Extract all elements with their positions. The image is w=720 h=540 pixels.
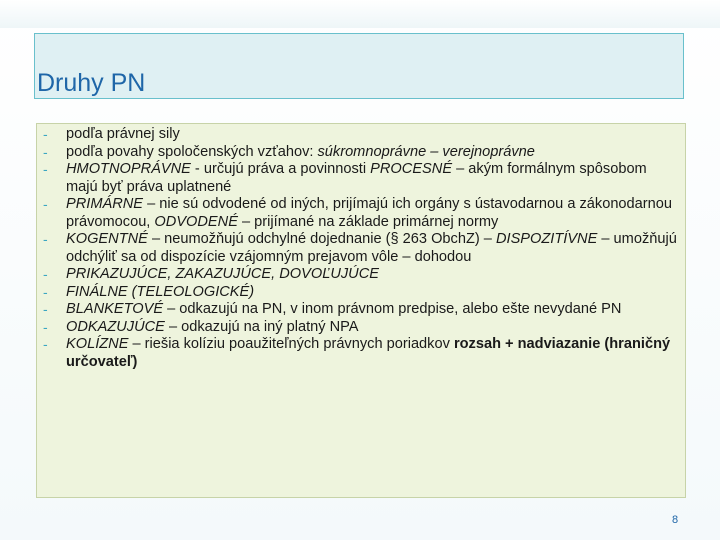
bullet-dash-icon: - bbox=[43, 231, 48, 247]
list-item bbox=[37, 319, 677, 337]
bullet-list bbox=[37, 126, 677, 371]
bullet-dash-icon: - bbox=[43, 143, 48, 160]
list-item bbox=[37, 301, 677, 319]
list-item-text: – neumožňujú odchylné dojednanie (§ 263 ObchZ) – bbox=[147, 231, 496, 247]
list-item-text: PROCESNÉ bbox=[370, 161, 453, 177]
bullet-dash-icon: - bbox=[43, 283, 48, 300]
list-item bbox=[37, 126, 677, 144]
list-item-text: BLANKETOVÉ bbox=[66, 301, 164, 317]
list-item-text: HMOTNOPRÁVNE bbox=[66, 161, 191, 177]
list-item-text: DISPOZITÍVNE bbox=[495, 231, 598, 247]
title-box bbox=[34, 33, 684, 99]
list-item-text: – akým formálnym spôsobom majú byť práva uplatnené bbox=[66, 161, 647, 195]
page-number: 8 bbox=[672, 514, 679, 526]
bullet-dash-icon: - bbox=[43, 301, 48, 317]
bullet-dash-icon: - bbox=[43, 196, 48, 212]
bullet-dash-icon: - bbox=[43, 336, 48, 352]
list-item-text: - určujú práva a povinnosti bbox=[190, 161, 371, 177]
content-box bbox=[36, 123, 686, 498]
list-item-text: – riešia kolíziu poaužiteľných právnych poriadkov bbox=[128, 336, 454, 352]
top-band bbox=[0, 0, 720, 28]
bullet-dash-icon: - bbox=[43, 161, 48, 177]
list-item bbox=[37, 231, 677, 266]
list-item-text: – nie sú odvodené od iných, prijímajú ich orgány s ústavodarnou a zákonodarnou právomocou, bbox=[66, 196, 672, 230]
list-item-text: rozsah + nadviazanie (hraničný určovateľ) bbox=[66, 336, 671, 370]
list-item bbox=[37, 284, 677, 302]
list-item-text: podľa právnej sily bbox=[66, 126, 180, 142]
list-item-text: súkromnoprávne – verejnoprávne bbox=[317, 143, 535, 160]
list-item bbox=[37, 196, 677, 231]
list-item-text: – odkazujú na iný platný NPA bbox=[164, 318, 359, 335]
list-item-text: KOGENTNÉ bbox=[66, 231, 148, 247]
list-item bbox=[37, 144, 677, 162]
list-item-text: PRIKAZUJÚCE, ZAKAZUJÚCE, DOVOĽUJÚCE bbox=[66, 266, 379, 282]
bullet-dash-icon: - bbox=[43, 126, 48, 142]
list-item bbox=[37, 266, 677, 284]
list-item-text: ODVODENÉ bbox=[154, 213, 238, 230]
list-item bbox=[37, 161, 677, 196]
bullet-dash-icon: - bbox=[43, 318, 48, 335]
list-item-text: KOLÍZNE bbox=[66, 336, 129, 352]
list-item-text: – odkazujú na PN, v inom právnom predpise, alebo ešte nevydané PN bbox=[163, 301, 622, 317]
list-item-text: podľa povahy spoločenských vzťahov: bbox=[66, 143, 318, 160]
list-item-text: FINÁLNE (TELEOLOGICKÉ) bbox=[66, 283, 255, 300]
bullet-dash-icon: - bbox=[43, 266, 48, 282]
list-item-text: – prijímané na základe primárnej normy bbox=[237, 213, 499, 230]
list-item-text: – umožňujú odchýliť sa od dispozície vzájomným prejavom vôle – dohodou bbox=[66, 231, 677, 265]
slide-title: Druhy PN bbox=[37, 69, 146, 97]
list-item-text: ODKAZUJÚCE bbox=[66, 318, 165, 335]
list-item bbox=[37, 336, 677, 371]
list-item-text: PRIMÁRNE bbox=[66, 196, 144, 212]
